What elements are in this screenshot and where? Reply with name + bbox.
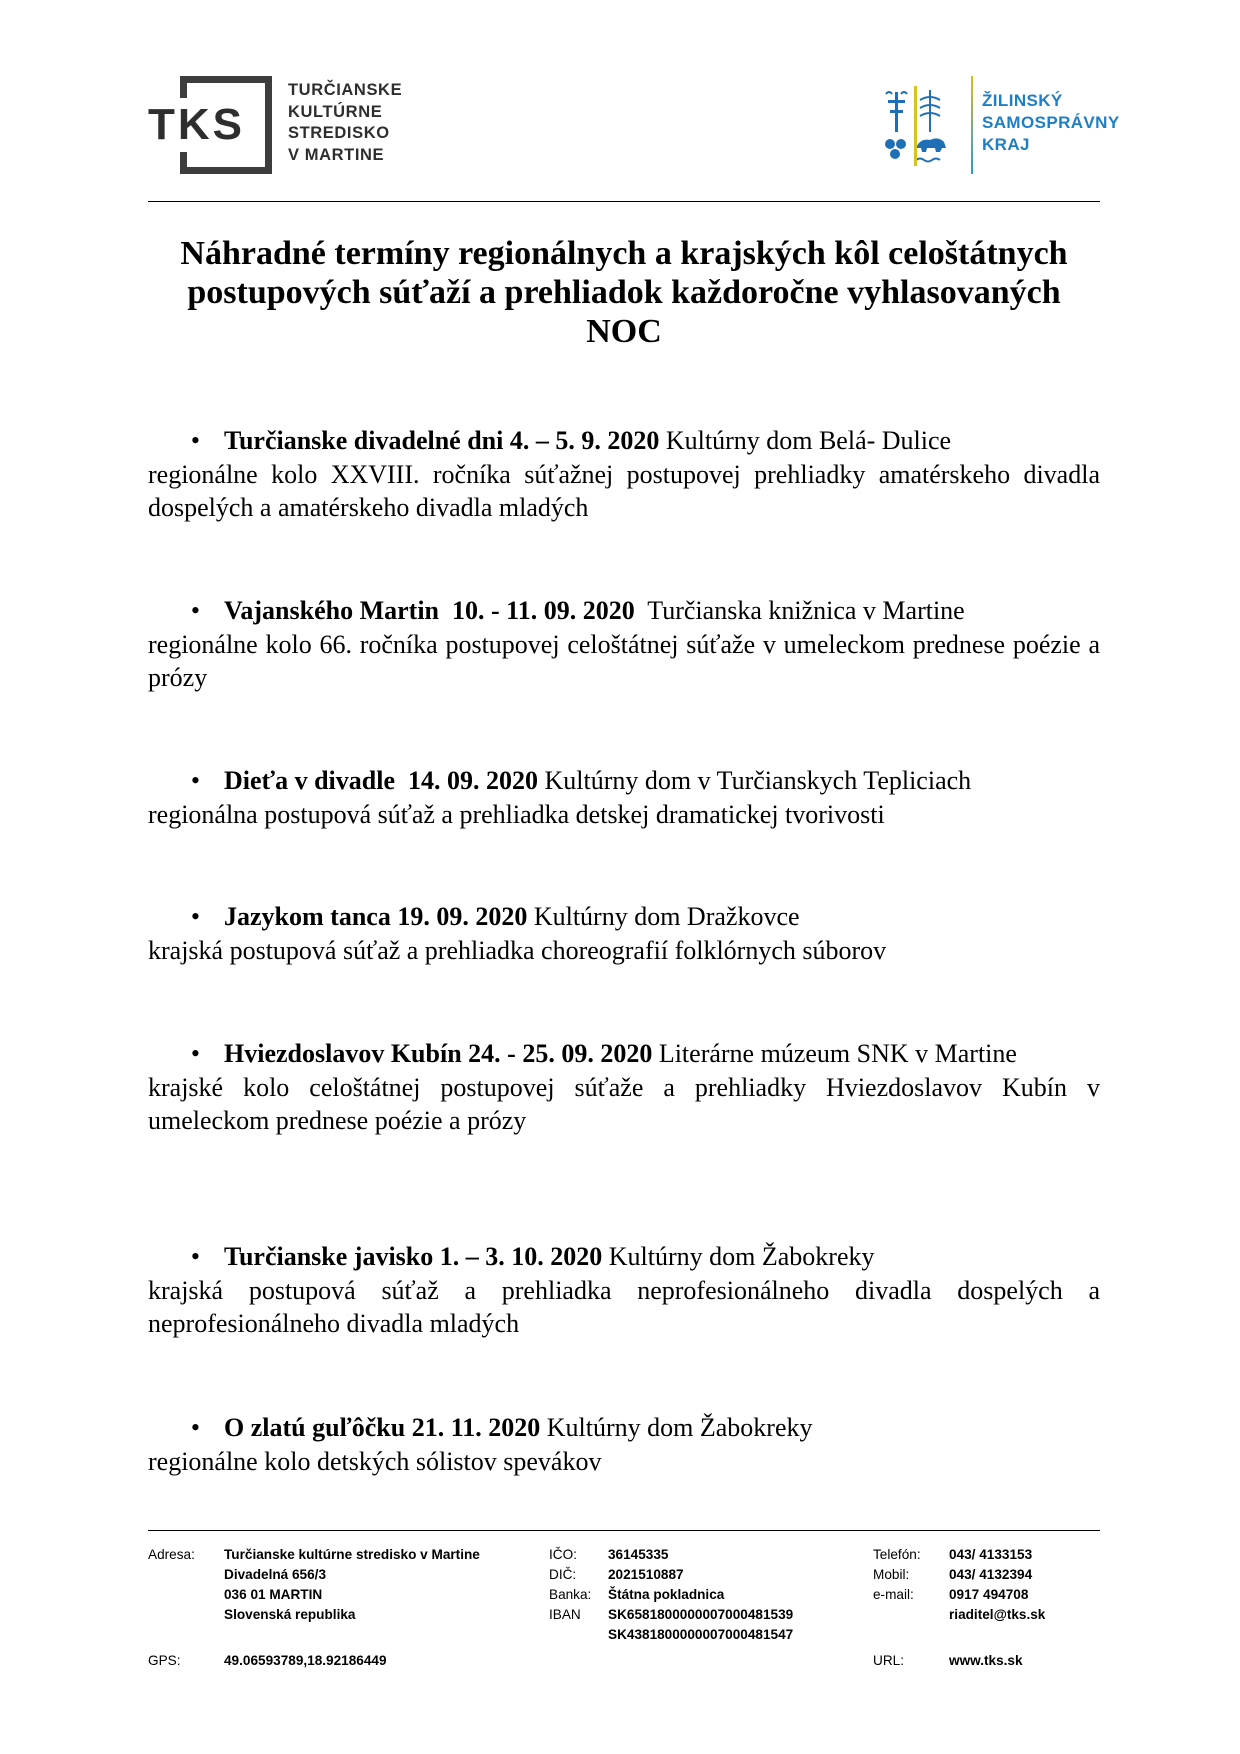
bullet-icon: •: [190, 426, 200, 455]
item-title: O zlatú guľôčku 21. 11. 2020: [224, 1413, 541, 1442]
zsk-logo-name: ŽILINSKÝ SAMOSPRÁVNY KRAJ: [982, 91, 1120, 154]
list-item: [148, 424, 1100, 525]
bullet-icon: •: [190, 596, 200, 625]
zsk-logo: [880, 76, 1120, 176]
footer-contact-labels: Telefón: Mobil: e-mail:: [873, 1547, 921, 1602]
item-venue: Kultúrny dom Belá- Dulice: [659, 426, 952, 455]
item-venue: Kultúrny dom Žabokreky: [602, 1242, 875, 1271]
tks-logo: [148, 76, 403, 174]
bullet-icon: •: [190, 1413, 200, 1442]
item-venue: Turčianska knižnica v Martine: [634, 596, 965, 625]
coat-of-arms-icon: [880, 86, 968, 166]
footer-address-label-col: [148, 1545, 195, 1565]
item-description: krajská postupová súťaž a prehliadka choreografií folklórnych súborov: [148, 935, 887, 965]
bullet-icon: •: [190, 766, 200, 795]
item-description: regionálna postupová súťaž a prehliadka detskej dramatickej tvorivosti: [148, 799, 885, 829]
item-title: Dieťa v divadle 14. 09. 2020: [224, 766, 538, 795]
item-venue: Literárne múzeum SNK v Martine: [652, 1039, 1017, 1068]
url-label: URL:: [873, 1653, 904, 1668]
item-description: regionálne kolo XXVIII. ročníka súťažnej postupovej prehliadky amatérskeho divadla dospelých a amatérskeho divadla mladých: [148, 459, 1100, 522]
header-divider: [148, 201, 1100, 202]
item-venue: Kultúrny dom v Turčianskych Tepliciach: [538, 766, 972, 795]
item-description: regionálne kolo detských sólistov spevákov: [148, 1446, 602, 1476]
item-title: Turčianske divadelné dni 4. – 5. 9. 2020: [224, 426, 660, 455]
footer-divider: [148, 1530, 1100, 1531]
footer-contact-values: [949, 1545, 1045, 1625]
footer-id-labels: IČO: DIČ: Banka: IBAN: [549, 1547, 592, 1622]
gps-value: 49.06593789,18.92186449: [224, 1653, 387, 1668]
mobile: 0917 494708: [949, 1587, 1029, 1602]
item-description: krajské kolo celoštátnej postupovej súťaže a prehliadky Hviezdoslavov Kubín v umeleckom prednese poézie a prózy: [148, 1072, 1100, 1135]
page-title: Náhradné termíny regionálnych a krajských kôl celoštátnych postupových súťaží a prehliadok každoročne vyhlasovaných NOC: [180, 235, 1068, 350]
tks-logo-name: TURČIANSKE KULTÚRNE STREDISKO V MARTINE: [288, 81, 403, 164]
url-link[interactable]: www.tks.sk: [949, 1653, 1023, 1668]
bullet-icon: •: [190, 1039, 200, 1068]
phone-2: 043/ 4132394: [949, 1567, 1033, 1582]
gps-label: GPS:: [148, 1653, 181, 1668]
list-item: [148, 1411, 1100, 1478]
list-item: [148, 764, 1100, 831]
list-item: [148, 594, 1100, 695]
list-item: [148, 1037, 1100, 1138]
item-title: Turčianske javisko 1. – 3. 10. 2020: [224, 1242, 603, 1271]
item-venue: Kultúrny dom Žabokreky: [540, 1413, 813, 1442]
item-title: Hviezdoslavov Kubín 24. - 25. 09. 2020: [224, 1039, 653, 1068]
email-link[interactable]: riaditel@tks.sk: [949, 1607, 1046, 1622]
item-title: Jazykom tanca 19. 09. 2020: [224, 902, 528, 931]
tks-logo-letters: TKS: [148, 100, 245, 149]
footer-address: Turčianske kultúrne stredisko v Martine Divadelná 656/3 036 01 MARTIN Slovenská republika: [224, 1547, 480, 1622]
tks-logo-mark: [148, 76, 272, 174]
bullet-icon: •: [190, 902, 200, 931]
item-description: krajská postupová súťaž a prehliadka neprofesionálneho divadla dospelých a neprofesionálneho divadla mladých: [148, 1275, 1100, 1338]
footer-id-values: 36145335 2021510887 Štátna pokladnica SK6581800000007000481539 SK4381800000007000481547: [608, 1547, 794, 1642]
phone-1: 043/ 4133153: [949, 1547, 1033, 1562]
item-description: regionálne kolo 66. ročníka postupovej celoštátnej súťaže v umeleckom prednese poézie a prózy: [148, 629, 1100, 692]
list-item: [148, 900, 1100, 967]
bullet-icon: •: [190, 1242, 200, 1271]
item-venue: Kultúrny dom Dražkovce: [527, 902, 800, 931]
address-label: Adresa:: [148, 1547, 195, 1562]
list-item: [148, 1240, 1100, 1341]
item-title: Vajanského Martin 10. - 11. 09. 2020: [224, 596, 635, 625]
